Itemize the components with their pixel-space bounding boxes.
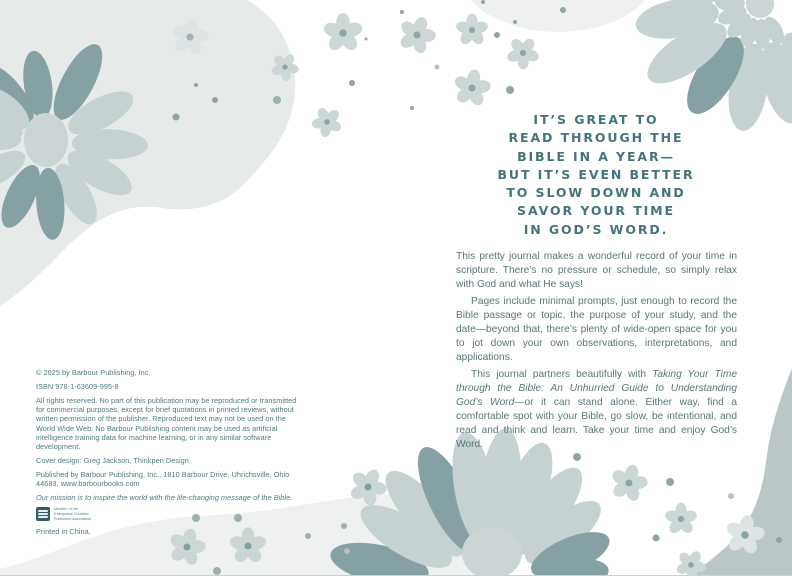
small-flower-icon — [455, 14, 490, 47]
back-cover-headline — [446, 111, 746, 239]
decor-dot — [481, 0, 485, 4]
body-paragraph-2: Pages include minimal prompts, just enough to record the Bible passage or topic, the purpose of your study, and the date—beyond that, there’s plenty of wide-open space for you to jot down your own observations, interpretations, and applications. — [456, 296, 737, 363]
decor-dot — [365, 38, 368, 41]
decor-dot — [273, 96, 281, 104]
paragraph-text: —or it can stand alone. Either way, find a comfortable spot with your Bible, go slow, be intentional, and read and think and learn. Take your time and enjoy God’s Word. — [456, 397, 737, 450]
decor-dot — [173, 114, 180, 121]
headline-line: IT’S GREAT TO — [533, 112, 659, 127]
headline-line: IN GOD’S WORD. — [523, 221, 669, 237]
ecpa-member-logo — [36, 507, 300, 521]
small-flower-icon — [449, 66, 494, 110]
printed-in-line: Printed in China. — [36, 527, 91, 537]
left-page-colophon — [36, 368, 300, 541]
publisher-address: Published by Barbour Publishing, Inc., 1810 Barbour Drive, Uhrichsville, Ohio 44683, www.barbourbooks.com — [36, 470, 290, 489]
headline-line: BUT IT’S EVEN BETTER — [497, 166, 695, 182]
decor-dot — [349, 80, 355, 86]
cover-design-credit: Cover design: Greg Jackson, Thinkpen Design — [36, 456, 189, 466]
ecpa-logo-text — [54, 507, 91, 521]
ecpa-line: Member of the — [54, 507, 78, 512]
headline-line: READ THROUGH THE — [508, 130, 684, 146]
decor-dot — [400, 10, 404, 14]
small-flower-icon — [392, 11, 442, 60]
decor-dot — [194, 83, 198, 87]
ecpa-line: Publishers Association — [54, 516, 92, 521]
mission-statement: Our mission is to inspire the world with the life-changing message of the Bible. — [36, 493, 293, 503]
decor-dot — [212, 97, 218, 103]
small-flower-icon — [322, 13, 364, 53]
decor-dot — [341, 523, 347, 529]
headline-line: TO SLOW DOWN AND — [506, 185, 686, 201]
back-cover-body — [456, 250, 737, 455]
decor-dot — [435, 65, 440, 70]
isbn-line: ISBN 978-1-63609-995-8 — [36, 381, 119, 391]
flower-center — [24, 113, 68, 167]
decor-dot — [506, 86, 514, 94]
paragraph-text: This journal partners beautifully with — [471, 369, 653, 380]
headline-line: BIBLE IN A YEAR— — [517, 148, 675, 164]
flower-center — [746, 0, 774, 18]
decor-dot — [666, 478, 674, 486]
small-flower-icon — [664, 503, 699, 536]
ecpa-line: Evangelical Christian — [54, 512, 89, 517]
body-paragraph-3 — [456, 368, 737, 452]
small-flower-icon — [305, 100, 349, 144]
decor-dot — [494, 32, 500, 38]
decor-dot — [305, 533, 311, 539]
companion-book-title: Taking Your Time through the Bible: An Unhurried Guide to Understanding God’s Word — [456, 369, 738, 408]
body-paragraph-1: This pretty journal makes a wonderful record of your time in scripture. There’s no pressure or schedule, so simply relax with God and what He says! — [456, 251, 737, 290]
decor-dot — [728, 493, 734, 499]
blob-top-center — [458, 0, 658, 32]
decor-dot — [513, 20, 517, 24]
small-flower-icon — [605, 460, 653, 507]
copyright-line: © 2025 by Barbour Publishing, Inc. — [36, 368, 151, 377]
decor-dot — [560, 7, 566, 13]
ecpa-logo-icon — [36, 507, 50, 521]
rights-paragraph: All rights reserved. No part of this publication may be reproduced or transmitted for commercial purposes, except for brief quotations in printed reviews, without written permission of the publisher. Reproduced text may not be used on the World Wide Web. No Barbour Publishing content may be used as artificial intelligence training data for machine learning, or in any similar software development. — [36, 395, 297, 452]
decor-dot — [410, 106, 414, 110]
decor-dot — [776, 537, 782, 543]
decor-dot — [213, 567, 221, 575]
decor-dot — [653, 535, 660, 542]
decor-dot — [344, 548, 350, 554]
small-flower-icon — [499, 30, 546, 77]
headline-line: SAVOR YOUR TIME — [517, 203, 675, 219]
